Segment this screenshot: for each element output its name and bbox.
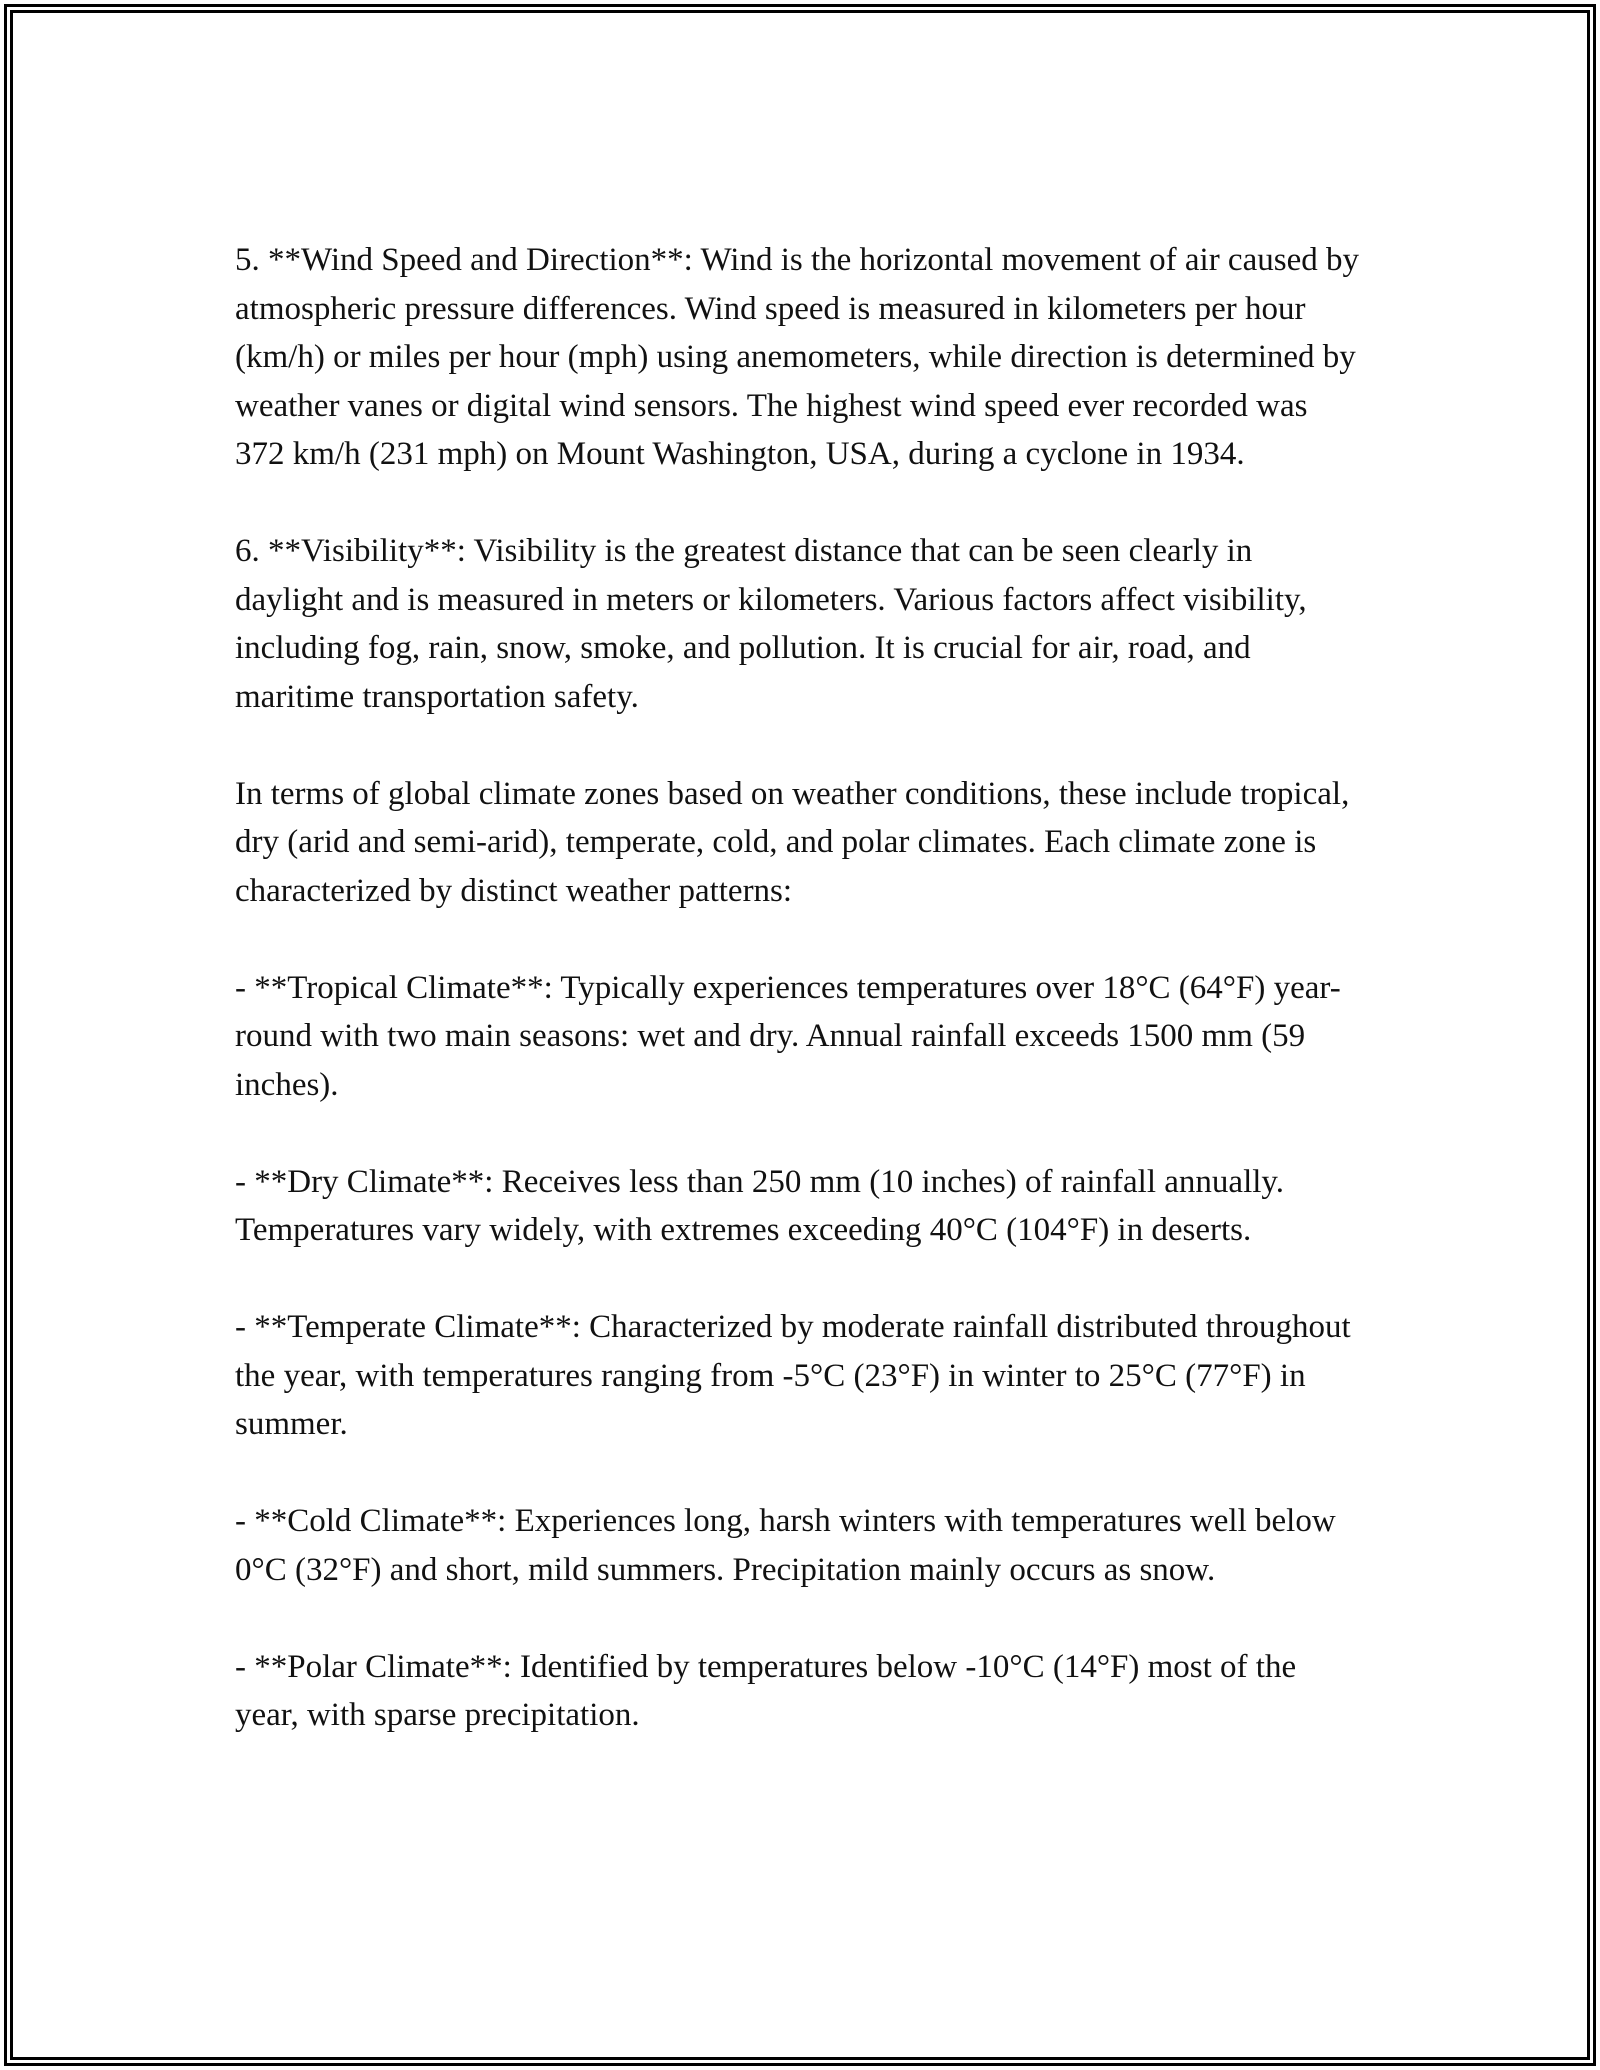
- document-body: [235, 236, 1368, 1740]
- paragraph-climate-zones-intro: In terms of global climate zones based on weather conditions, these include tropical, dry (arid and semi-arid), temperate, cold, and polar climates. Each climate zone is characterized by distinct weather patterns:: [235, 775, 1358, 909]
- list-item-temperate-climate: - **Temperate Climate**: Characterized by moderate rainfall distributed throughout the year, with temperatures ranging from -5°C (23°F) in winter to 25°C (77°F) in summer.: [235, 1309, 1359, 1442]
- list-item-tropical-climate: - **Tropical Climate**: Typically experiences temperatures over 18°C (64°F) year-round with two main seasons: wet and dry. Annual rainfall exceeds 1500 mm (59 inches).: [235, 969, 1341, 1103]
- list-item-polar-climate: - **Polar Climate**: Identified by temperatures below -10°C (14°F) most of the year, with sparse precipitation.: [235, 1648, 1305, 1733]
- paragraph-visibility: 6. **Visibility**: Visibility is the greatest distance that can be seen clearly in daylight and is measured in meters or kilometers. Various factors affect visibility, including fog, rain, snow, smoke, and pollution. It is crucial for air, road, and maritime transportation safety.: [235, 533, 1315, 715]
- paragraph-wind-speed-direction: 5. **Wind Speed and Direction**: Wind is the horizontal movement of air caused by atmospheric pressure differences. Wind speed is measured in kilometers per hour (km/h) or miles per hour (mph) using anemometers, while direction is determined by weather vanes or digital wind sensors. The highest wind speed ever recorded was 372 km/h (231 mph) on Mount Washington, USA, during a cyclone in 1934.: [235, 242, 1368, 472]
- list-item-cold-climate: - **Cold Climate**: Experiences long, harsh winters with temperatures well below 0°C (32°F) and short, mild summers. Precipitation mainly occurs as snow.: [235, 1503, 1344, 1588]
- list-item-dry-climate: - **Dry Climate**: Receives less than 250 mm (10 inches) of rainfall annually. Temperatures vary widely, with extremes exceeding 40°C (104°F) in deserts.: [235, 1163, 1292, 1248]
